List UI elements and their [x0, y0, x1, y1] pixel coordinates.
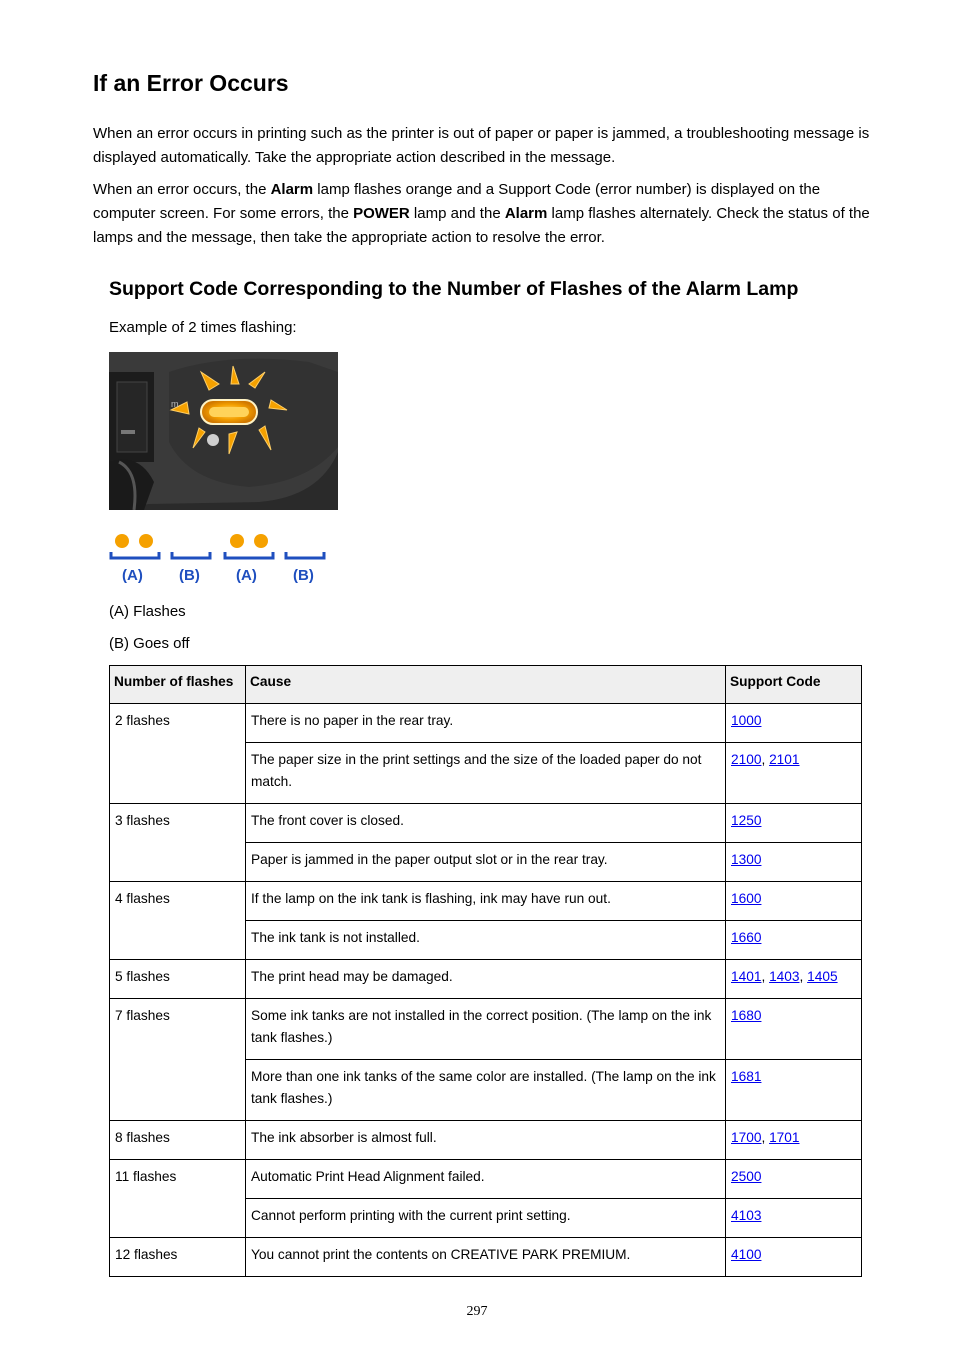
text-fragment: lamp flashes alternately. Check the status of the lamps and the message, then take the appropriate action to resolve the error. [93, 205, 870, 246]
support-code-link-1600[interactable]: 1600 [731, 891, 762, 906]
support-code-link-1401[interactable]: 1401 [731, 969, 762, 984]
page-title: If an Error Occurs [93, 70, 289, 96]
table-row [110, 804, 862, 843]
legend-goes-off: (B) Goes off [109, 635, 190, 652]
blink-label-a2: (A) [236, 567, 257, 584]
cause-cell: The paper size in the print settings and the size of the loaded paper do not match. [246, 743, 726, 804]
support-code-cell [726, 882, 862, 921]
cause-cell: Paper is jammed in the paper output slot or in the rear tray. [246, 843, 726, 882]
table-row [110, 1121, 862, 1160]
table-row [110, 1238, 862, 1277]
support-code-link-1701[interactable]: 1701 [769, 1130, 800, 1145]
support-code-cell [726, 1060, 862, 1121]
support-code-link-2500[interactable]: 2500 [731, 1169, 762, 1184]
power-term: POWER [353, 205, 410, 222]
cause-cell: Some ink tanks are not installed in the correct position. (The lamp on the ink tank flashes.) [246, 999, 726, 1060]
support-code-link-1403[interactable]: 1403 [769, 969, 800, 984]
support-code-cell [726, 999, 862, 1060]
section-title: Support Code Corresponding to the Number of Flashes of the Alarm Lamp [109, 278, 799, 300]
blink-label-b1: (B) [179, 567, 200, 584]
alarm-term: Alarm [504, 205, 548, 222]
header-cause: Cause [246, 666, 726, 704]
support-code-link-1660[interactable]: 1660 [731, 930, 762, 945]
support-code-cell [726, 843, 862, 882]
header-flashes: Number of flashes [110, 666, 246, 704]
blink-label-b2: (B) [293, 567, 314, 584]
cause-cell: If the lamp on the ink tank is flashing, ink may have run out. [246, 882, 726, 921]
example-label: Example of 2 times flashing: [109, 319, 297, 336]
cause-cell: The print head may be damaged. [246, 960, 726, 999]
cause-cell: The front cover is closed. [246, 804, 726, 843]
support-code-link-4100[interactable]: 4100 [731, 1247, 762, 1262]
table-row [110, 999, 862, 1060]
alarm-lamp-photo [109, 352, 338, 510]
intro-paragraph: When an error occurs in printing such as the printer is out of paper or paper is jammed, a troubleshooting message is displayed automatically. Take the appropriate action described in the message. [93, 125, 870, 166]
support-code-link-1250[interactable]: 1250 [731, 813, 762, 828]
flash-count-cell: 7 flashes [110, 999, 246, 1121]
support-code-cell: 2100, 2101 [726, 743, 862, 804]
flash-count-cell: 5 flashes [110, 960, 246, 999]
legend-flashes: (A) Flashes [109, 603, 186, 620]
flash-count-cell: 2 flashes [110, 704, 246, 804]
support-code-link-1405[interactable]: 1405 [807, 969, 838, 984]
cause-cell: The ink tank is not installed. [246, 921, 726, 960]
cause-cell: More than one ink tanks of the same color are installed. (The lamp on the ink tank flashes.) [246, 1060, 726, 1121]
support-code-link-1700[interactable]: 1700 [731, 1130, 762, 1145]
support-code-table [109, 665, 862, 1277]
text-fragment: lamp flashes orange and a Support Code (error number) is displayed on the computer screen. For some errors, the [93, 181, 821, 222]
support-code-cell [726, 1238, 862, 1277]
text-fragment: lamp and the [409, 205, 505, 222]
alarm-term: Alarm [270, 181, 314, 198]
support-code-link-4103[interactable]: 4103 [731, 1208, 762, 1223]
support-code-link-1680[interactable]: 1680 [731, 1008, 762, 1023]
flash-count-cell: 11 flashes [110, 1160, 246, 1238]
cause-cell: There is no paper in the rear tray. [246, 704, 726, 743]
support-code-cell [726, 804, 862, 843]
header-support-code: Support Code [726, 666, 862, 704]
flash-count-cell: 4 flashes [110, 882, 246, 960]
support-code-cell: 1401, 1403, 1405 [726, 960, 862, 999]
alarm-description-paragraph [93, 178, 873, 250]
flash-count-cell: 12 flashes [110, 1238, 246, 1277]
support-code-link-1000[interactable]: 1000 [731, 713, 762, 728]
svg-text:m: m [171, 399, 179, 409]
cause-cell: You cannot print the contents on CREATIVE PARK PREMIUM. [246, 1238, 726, 1277]
support-code-cell: 1700, 1701 [726, 1121, 862, 1160]
table-body [110, 704, 862, 1277]
support-code-link-2100[interactable]: 2100 [731, 752, 762, 767]
support-code-cell [726, 921, 862, 960]
cause-cell: Cannot perform printing with the current print setting. [246, 1199, 726, 1238]
text-fragment: When an error occurs, the [93, 181, 271, 198]
flash-count-cell: 8 flashes [110, 1121, 246, 1160]
page-number: 297 [466, 1304, 488, 1319]
table-row [110, 882, 862, 921]
table-row [110, 1160, 862, 1199]
support-code-cell [726, 1199, 862, 1238]
support-code-link-2101[interactable]: 2101 [769, 752, 800, 767]
table-row [110, 960, 862, 999]
table-header-row [110, 666, 862, 704]
cause-cell: Automatic Print Head Alignment failed. [246, 1160, 726, 1199]
table-row [110, 704, 862, 743]
support-code-cell [726, 704, 862, 743]
blink-label-a1: (A) [122, 567, 143, 584]
blink-pattern-diagram [109, 530, 329, 588]
support-code-link-1681[interactable]: 1681 [731, 1069, 762, 1084]
flash-count-cell: 3 flashes [110, 804, 246, 882]
support-code-cell [726, 1160, 862, 1199]
support-code-link-1300[interactable]: 1300 [731, 852, 762, 867]
cause-cell: The ink absorber is almost full. [246, 1121, 726, 1160]
